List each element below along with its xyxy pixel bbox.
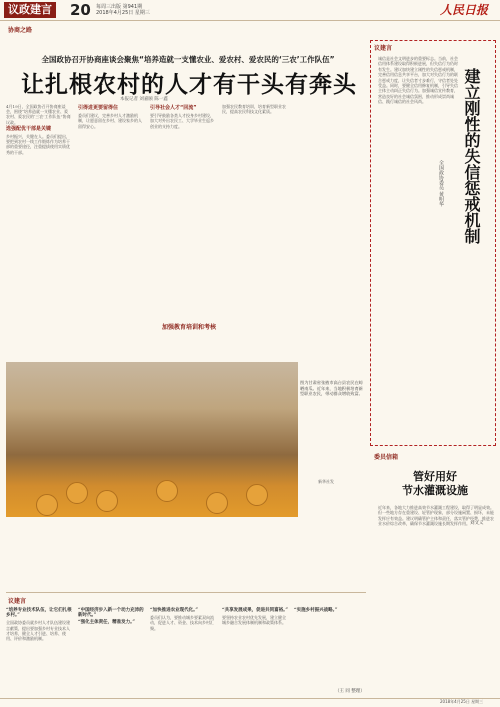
mailbox-body: 近年来，各地大力推进高效节水灌溉工程建设，取得了明显成效。但一些地方存在重建设、轻管护现象，部分设施闲置、损坏，未能发挥应有效益。建议明确管护主体和责任，落实管护经费，推进农业水价综合改革，确保节水灌溉设施长期发挥作用。: [378, 505, 494, 527]
main-headline: 让扎根农村的人才有干头有奔头: [21, 72, 357, 98]
pumpkin: [246, 484, 268, 506]
news-photo: [6, 362, 298, 517]
section-name: 议政建言: [4, 2, 56, 18]
pumpkin: [66, 482, 88, 504]
mailbox-title-line: 节水灌溉设施: [402, 484, 468, 497]
article-subhead: 引得进更要留得住: [78, 105, 119, 111]
mailbox-author: 刘文义: [470, 521, 484, 526]
pumpkin: [206, 492, 228, 514]
bottom-column: [150, 606, 216, 696]
article-subhead: 引导社会人才“回流”: [150, 105, 197, 111]
column-tag: 协商之路: [8, 27, 33, 34]
commentary-author: 全国政协委员 黄明华: [438, 160, 444, 207]
pumpkin: [156, 480, 178, 502]
issue-line: 每周三出版 第941期: [96, 4, 143, 10]
commentary-body: 诚信是社会文明进步的重要标志。当前，社会信用体系建设取得积极进展，但失信行为仍时有发生。建议加快建立刚性的失信惩戒机制，完善信用信息共享平台，加大对失信行为的联合惩戒力度，让失信者寸步难行，守信者处处受益。同时，要健全信用修复机制，引导失信主体主动纠正失信行为。加强诚信宣传教育，营造良好的社会诚信氛围，推动形成崇尚诚信、践行诚信的社会风尚。: [378, 56, 458, 105]
article-paragraph: 委员们建议，完善乡村人才激励机制，让愿意留在乡村、建设家乡的人留得安心。: [78, 113, 142, 129]
mailbox-title-line: 管好用好: [413, 470, 457, 483]
bottom-paragraph: 全国政协委员就乡村人才队伍建设建言献策，提出要加强乡村专业技术人才培养，健全人才引进、培养、使用、评价和激励机制。: [6, 620, 70, 642]
pumpkin: [96, 490, 118, 512]
bottom-author: （王 同 整理）: [335, 689, 365, 694]
date-line: [96, 4, 150, 16]
pull-quote: “强化主体责任，精准发力。”: [78, 620, 135, 626]
article-paragraph: 要引导鼓励各类人才投身乡村建设，加大对外出农民工、大学毕业生返乡创业的支持力度。: [150, 113, 214, 129]
bottom-paragraph: 委员们认为，要推动城乡要素双向流动，促进人才、资金、技术向乡村汇聚。: [150, 615, 214, 631]
mailbox-tag: 委员信箱: [374, 454, 399, 461]
article-column: [78, 104, 144, 362]
bottom-column: [78, 606, 144, 696]
bottom-column: [6, 606, 72, 696]
bottom-tag: 议建言: [8, 598, 27, 605]
photo-credit: 新华社发: [318, 479, 334, 484]
article-subhead: 加强教育培训和考核: [162, 324, 217, 331]
pull-quote: “培养专业技术队伍，让它们扎根乡村。”: [6, 608, 72, 619]
pull-quote: “实施乡村振兴战略。”: [294, 608, 338, 613]
page-number: 20: [70, 1, 91, 19]
article-lead: 4月19日，全国政协召开协商座谈会，围绕“培养造就一支懂农业、爱农村、爱农民的‘三农’工作队伍”协商议政。: [6, 104, 71, 125]
commentary-title: 建立刚性的失信惩戒机制: [462, 68, 481, 244]
article-subhead: 选强配优干部是关键: [6, 125, 52, 132]
photo-caption: 图为甘肃省张掖市高台县农民在晾晒南瓜。近年来，当地积极培育新型职业农民，带动群众增收致富。: [300, 380, 363, 396]
bottom-paragraph: 要坚持农业农村优先发展，建立健全城乡融合发展体制机制和政策体系。: [222, 615, 286, 626]
article-column: [222, 104, 288, 362]
bottom-column: [294, 606, 360, 696]
pull-quote: “共享发展成果，促进共同富裕。”: [222, 608, 288, 613]
article-column: [6, 104, 72, 362]
mailbox-title: [376, 470, 494, 498]
commentary-tag: 议建言: [374, 45, 393, 52]
article-paragraph: 乡村振兴，关键在人。委员们提出，要把到农村一线工作锻炼作为培养干部的重要途径，注重提拔使用实绩优秀的干部。: [6, 134, 70, 155]
pull-quote: “加快推进农业现代化。”: [150, 608, 198, 613]
article-column: [294, 104, 360, 362]
pull-quote: “中国经济步入新一个动力充沛的新时代。”: [78, 608, 144, 619]
date-text: 2018年4月25日 星期三: [96, 10, 150, 16]
bottom-column: [222, 606, 288, 696]
masthead-logo: 人民日报: [440, 3, 489, 17]
byline: 本报记者 刘嘉颐 陈一鑫: [120, 97, 168, 102]
article-paragraph: 加强农民教育培训，培育新型职业农民，提高农民科技文化素质。: [222, 104, 286, 115]
kicker-headline: 全国政协召开协商座谈会聚焦“培养造就一支懂农业、爱农村、爱农民的‘三农’工作队伍”: [41, 55, 335, 64]
footer-text: 2018年4月25日 星期三: [440, 699, 484, 704]
pumpkin: [36, 494, 58, 516]
